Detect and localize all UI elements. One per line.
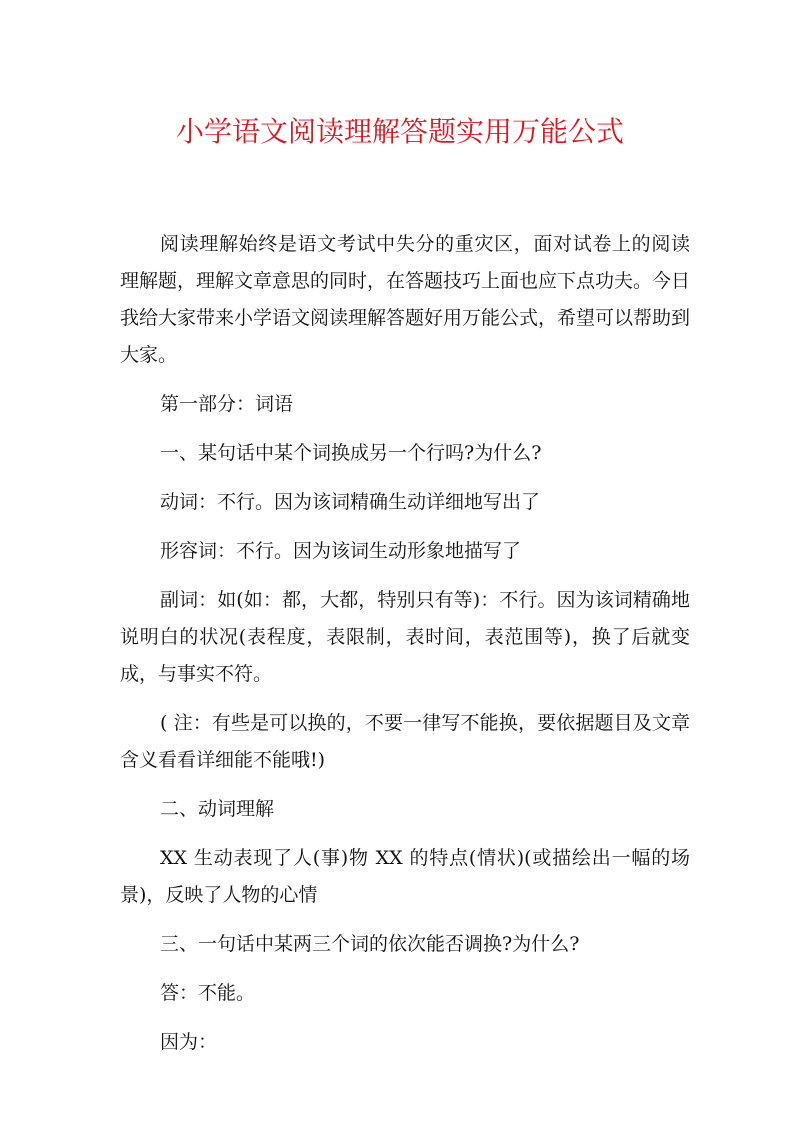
paragraph-note: ( 注：有些是可以换的，不要一律写不能换，要依据题目及文章含义看看详细能不能哦!) — [120, 712, 690, 771]
paragraph-verb-understanding: XX 生动表现了人(事)物 XX 的特点(情状)(或描绘出一幅的场景)，反映了人物的心情 — [120, 847, 690, 906]
paragraph-verb: 动词：不行。因为该词精确生动详细地写出了 — [160, 491, 541, 513]
paragraph-adjective: 形容词：不行。因为该词生动形象地描写了 — [160, 540, 522, 562]
paragraph-intro: 阅读理解始终是语文考试中失分的重灾区，面对试卷上的阅读理解题，理解文章意思的同时，在答题技巧上面也应下点功夫。今日我给大家带来小学语文阅读理解答题好用万能公式，希望可以帮助到大家。 — [120, 233, 691, 366]
paragraph-answer: 答：不能。 — [160, 982, 256, 1004]
paragraph-question-1: 一、某句话中某个词换成另一个行吗?为什么? — [160, 442, 542, 464]
paragraph-because: 因为： — [160, 1031, 218, 1053]
paragraph-adverb: 副词：如(如：都，大都，特别只有等)：不行。因为该词精确地说明白的状况(表程度，表限制，表时间，表范围等)，换了后就变成，与事实不符。 — [120, 589, 690, 685]
paragraph-question-2: 二、动词理解 — [160, 798, 275, 820]
document-body — [120, 226, 690, 1073]
paragraph-question-3: 三、一句话中某两三个词的依次能否调换?为什么? — [160, 933, 580, 955]
paragraph-section-heading: 第一部分：词语 — [160, 393, 294, 415]
document-title: 小学语文阅读理解答题实用万能公式 — [175, 115, 624, 148]
